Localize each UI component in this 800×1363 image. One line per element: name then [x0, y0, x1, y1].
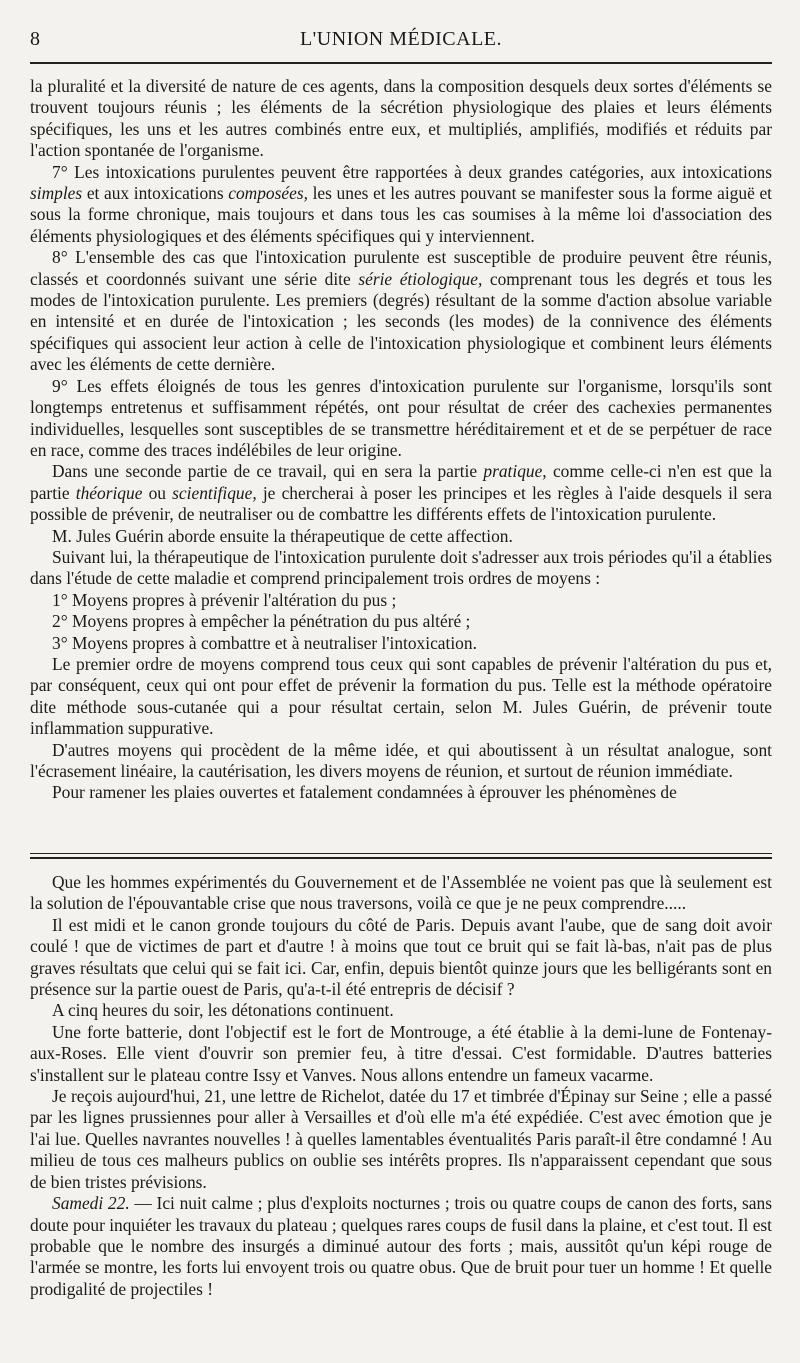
paragraph: Que les hommes expérimentés du Gouvernement et de l'Assemblée ne voient pas que là seulement est la solution de l'épouvantable crise que nous traversons, voilà ce que je ne peux comprendre..... — [30, 872, 772, 914]
paragraph: 9° Les effets éloignés de tous les genres d'intoxication purulente sur l'organisme, lorsqu'ils sont longtemps entretenus et suffisamment répétés, ont pour résultat de créer des cachexies permanentes individuelles, lesquelles sont susceptibles de se transmettre héréditairement et et de se perpétuer de race en race, comme des traces indélébiles de leur origine. — [30, 375, 772, 460]
list-item: 2° Moyens propres à empêcher la pénétration du pus altéré ; — [52, 611, 471, 632]
main-article — [30, 76, 772, 804]
paragraph: M. Jules Guérin aborde ensuite la thérapeutique de cette affection. — [52, 525, 513, 546]
page-number: 8 — [30, 28, 40, 50]
feuilleton-rule — [30, 853, 772, 854]
list-item: 3° Moyens propres à combattre et à neutraliser l'intoxication. — [52, 632, 477, 653]
paragraph: 8° L'ensemble des cas que l'intoxication purulente est susceptible de produire peuvent être réunis, classés et coordonnés suivant une série dite série étiologique, comprenant tous les degrés et tous les modes de l'intoxication purulente. Les premiers (degrés) résultant de la somme d'action absolue variable en intensité et en durée de l'intoxication ; les seconds (les modes) de la connivence des éléments spécifiques qui associent leur action à celle de l'intoxication physiologique et combinent leurs éléments avec les éléments de cette dernière. — [30, 247, 773, 375]
feuilleton — [30, 872, 772, 1300]
paragraph: Le premier ordre de moyens comprend tous ceux qui sont capables de prévenir l'altération du pus et, par conséquent, ceux qui ont pour effet de prévenir la formation du pus. Telle est la méthode opératoire dite méthode sous-cutanée qui a pour résultat certain, selon M. Jules Guérin, de prévenir toute inflammation suppurative. — [30, 653, 772, 739]
running-title: L'UNION MÉDICALE. — [299, 28, 503, 50]
paragraph: D'autres moyens qui procèdent de la même idée, et qui aboutissent à un résultat analogue, sont l'écrasement linéaire, la cautérisation, les divers moyens de réunion, et surtout de réunion immédiate. — [30, 739, 772, 781]
page-header — [30, 28, 772, 58]
paragraph: Il est midi et le canon gronde toujours du côté de Paris. Depuis avant l'aube, que de sang doit avoir coulé ! que de victimes de part et d'autre ! à moins que tout ce bruit qui se fait là-bas, n'ait pas de plus graves résultats que celui qui se fait ici. Car, enfin, depuis bientôt quinze jours que les belligérants sont en présence sur la partie ouest de Paris, qu'a-t-il été entrepris de décisif ? — [30, 914, 772, 1000]
paragraph: Pour ramener les plaies ouvertes et fatalement condamnées à éprouver les phénomènes de — [52, 782, 677, 803]
header-rule — [30, 62, 772, 64]
paragraph: la pluralité et la diversité de nature de ces agents, dans la composition desquels deux sortes d'éléments se trouvent toujours réunis ; les éléments de la sécrétion physiologique des plaies et leurs éléments spécifiques, les uns et les autres combinés entre eux, et multipliés, amplifiés, modifiés et réduits par l'action spontanée de l'organisme. — [30, 76, 772, 161]
paragraph: Je reçois aujourd'hui, 21, une lettre de Richelot, datée du 17 et timbrée d'Épinay sur Seine ; elle a passé par les lignes prussiennes pour aller à Versailles et d'où elle m'a été expédiée. C'est avec émotion que je l'ai lue. Quelles navrantes nouvelles ! à quelles lamentables éventualités Paris paraît-il être condamné ! Au milieu de tous ces malheurs publics on oublie ses intérêts propres. Ils n'apparaissent cependant que sous de bien tristes prévisions. — [30, 1086, 772, 1192]
paragraph: Samedi 22. — Ici nuit calme ; plus d'exploits nocturnes ; trois ou quatre coups de canon des forts, sans doute pour inquiéter les travaux du plateau ; quelques rares coups de fusil dans la plaine, et c'est tout. Il est probable que le nombre des insurgés a diminué autour des forts ; mais, aussitôt qu'un képi rouge de l'armée se montre, les forts lui envoyent trois ou quatre obus. Que de bruit pour tuer un homme ! Et quelle prodigalité de projectiles ! — [30, 1193, 773, 1299]
paragraph: A cinq heures du soir, les détonations continuent. — [52, 1000, 394, 1021]
paragraph: Suivant lui, la thérapeutique de l'intoxication purulente doit s'adresser aux trois périodes qu'il a établies dans l'étude de cette maladie et comprend principalement trois ordres de moyens : — [30, 546, 772, 589]
paragraph: Dans une seconde partie de ce travail, qui en sera la partie pratique, comme celle-ci n'en est que la partie théorique ou scientifique, je chercherai à poser les principes et les règles à l'aide desquels il sera possible de prévenir, de neutraliser ou de combattre les différents effets de l'intoxication purulente. — [30, 461, 773, 525]
feuilleton-rule — [30, 857, 772, 859]
paragraph: Une forte batterie, dont l'objectif est le fort de Montrouge, a été établie à la demi-lune de Fontenay-aux-Roses. Elle vient d'ouvrir son premier feu, à titre d'essai. C'est formidable. D'autres batteries s'installent sur le plateau contre Issy et Vanves. Nous allons entendre un fameux vacarme. — [30, 1021, 772, 1085]
list-item: 1° Moyens propres à prévenir l'altération du pus ; — [52, 589, 397, 610]
paragraph: 7° Les intoxications purulentes peuvent être rapportées à deux grandes catégories, aux intoxications simples et aux intoxications composées, les unes et les autres pouvant se manifester sous la forme aiguë et sous la forme chronique, mais toujours et dans tous les cas soumises à la même loi d'association des éléments physiologiques et des éléments spécifiques qui y interviennent. — [30, 161, 772, 246]
